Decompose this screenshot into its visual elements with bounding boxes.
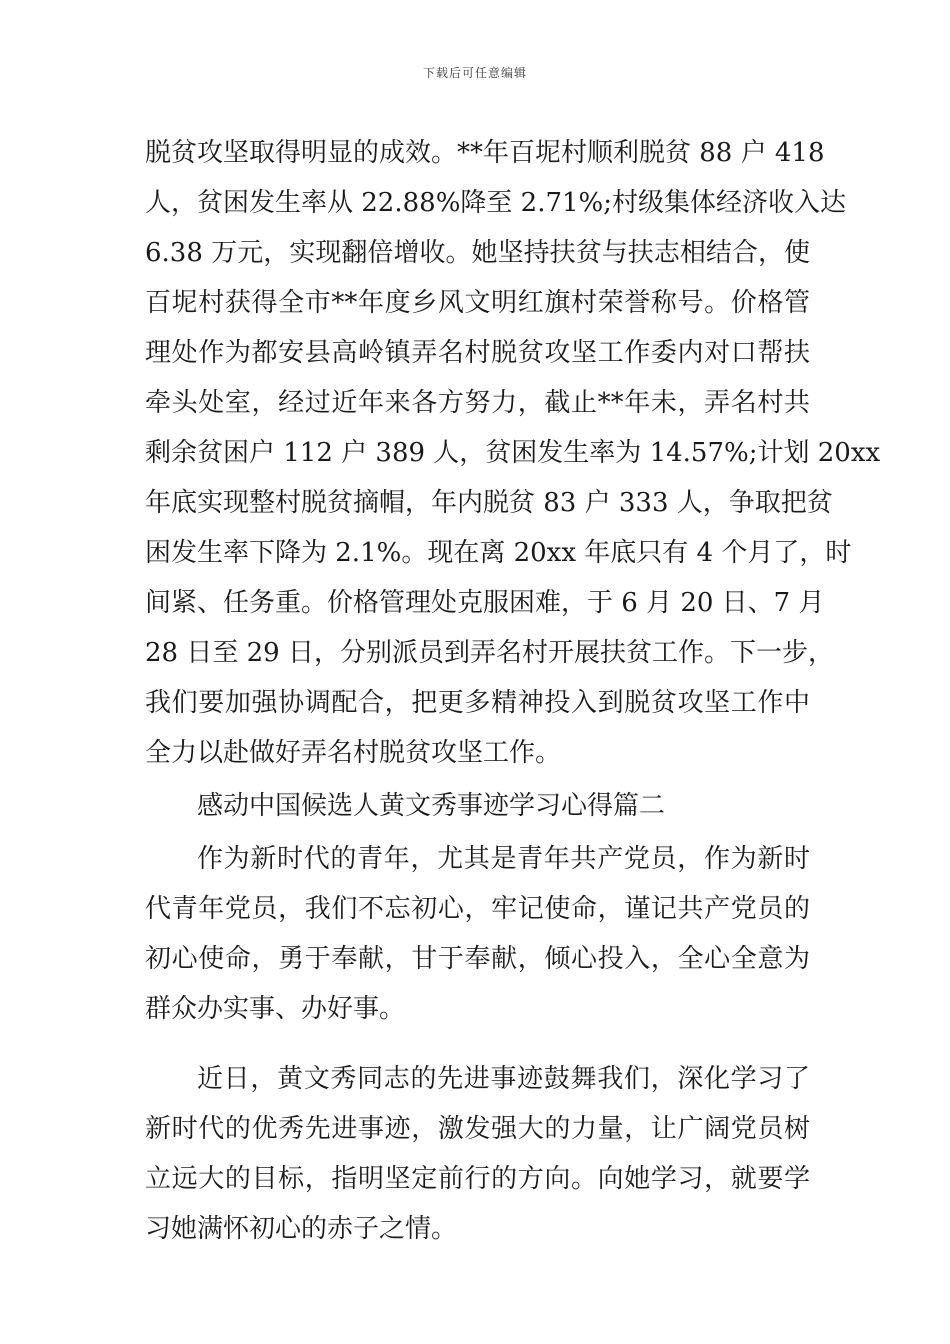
text-line: 新时代的优秀先进事迹，激发强大的力量，让广阔党员树 [145,1114,810,1144]
text-line: 代青年党员，我们不忘初心，牢记使命，谨记共产党员的 [145,894,810,924]
text-line: 近日，黄文秀同志的先进事迹鼓舞我们，深化学习了 [197,1064,810,1094]
section-title: 感动中国候选人黄文秀事迹学习心得篇二 [197,791,666,821]
text-line: 作为新时代的青年，尤其是青年共产党员，作为新时 [197,844,810,874]
text-line: 初心使命，勇于奉献，甘于奉献，倾心投入，全心全意为 [145,944,810,974]
paragraph-3 [145,1054,810,1254]
paragraph-spacer [145,1034,810,1054]
text-line: 人，贫困发生率从 22.88%降至 2.71%;村级集体经济收入达 [145,188,847,218]
text-line: 6.38 万元，实现翻倍增收。她坚持扶贫与扶志相结合，使 [145,238,810,268]
paragraph-1 [145,128,881,778]
text-line: 间紧、任务重。价格管理处克服困难，于 6 月 20 日、7 月 [145,588,825,618]
text-line: 立远大的目标，指明坚定前行的方向。向她学习，就要学 [145,1164,810,1194]
text-line: 年底实现整村脱贫摘帽，年内脱贫 83 户 333 人，争取把贫 [145,488,833,518]
document-body [145,128,881,1254]
text-line: 习她满怀初心的赤子之情。 [145,1214,458,1244]
text-line: 牵头处室，经过近年来各方努力，截止**年未，弄名村共 [145,388,810,418]
text-line: 剩余贫困户 112 户 389 人，贫困发生率为 14.57%;计划 20xx [145,438,881,468]
text-line: 我们要加强协调配合，把更多精神投入到脱贫攻坚工作中 [145,688,810,718]
text-line: 群众办实事、办好事。 [145,994,406,1024]
text-line: 28 日至 29 日，分别派员到弄名村开展扶贫工作。下一步， [145,638,834,668]
text-line: 理处作为都安县高岭镇弄名村脱贫攻坚工作委内对口帮扶 [145,338,810,368]
text-line: 全力以赴做好弄名村脱贫攻坚工作。 [145,738,562,768]
text-line: 百坭村获得全市**年度乡风文明红旗村荣誉称号。价格管 [145,288,810,318]
text-line: 脱贫攻坚取得明显的成效。**年百坭村顺利脱贫 88 户 418 [145,138,825,168]
paragraph-2 [145,834,810,1034]
text-line: 困发生率下降为 2.1%。现在离 20xx 年底只有 4 个月了，时 [145,538,852,568]
page-header: 下载后可任意编辑 [422,66,527,80]
